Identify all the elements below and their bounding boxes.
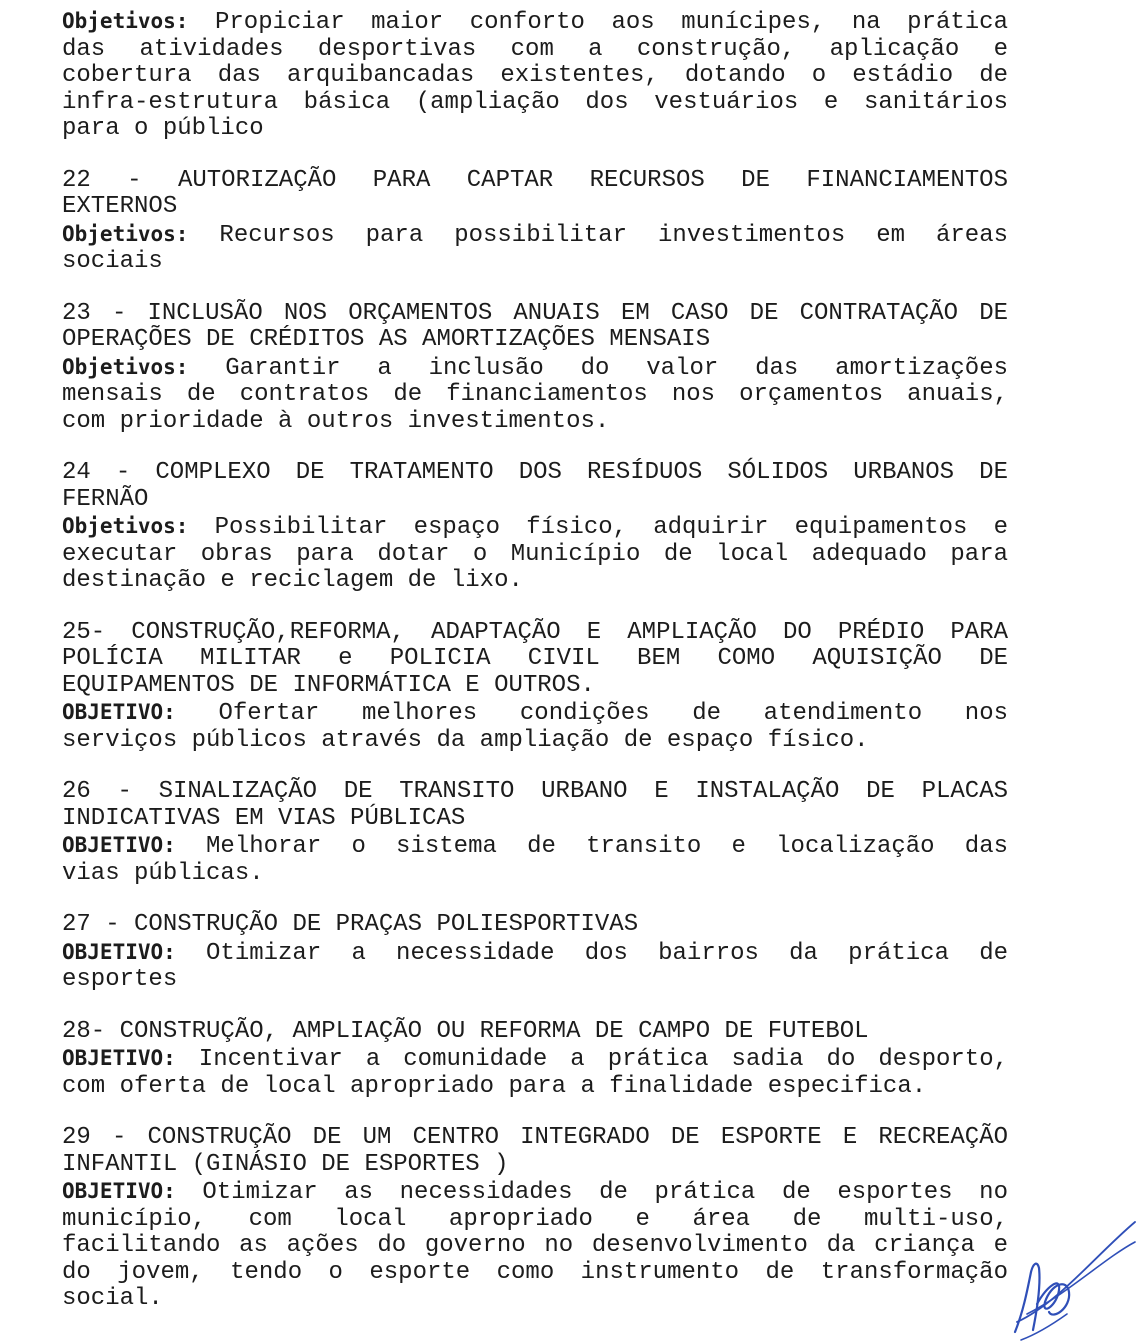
objective-label: OBJETIVO: <box>62 833 176 857</box>
text-line <box>62 779 1008 806</box>
text-line <box>62 1207 1008 1234</box>
line-text: sociais <box>62 248 163 275</box>
line-text: INFANTIL (GINÁSIO DE ESPORTES ) <box>62 1150 509 1178</box>
text-line <box>62 487 1008 514</box>
text-line <box>62 1045 1008 1074</box>
line-text: 28- CONSTRUÇÃO, AMPLIAÇÃO OU REFORMA DE CAMPO DE FUTEBOL <box>62 1017 869 1045</box>
text-line <box>62 1178 1008 1207</box>
text-line <box>62 63 1008 90</box>
line-text: com oferta de local apropriado para a finalidade especifica. <box>62 1072 927 1100</box>
text-line <box>62 382 1008 409</box>
text-line <box>62 620 1008 647</box>
line-text: Melhorar o sistema de transito e localização das <box>175 833 1008 860</box>
text-line <box>62 90 1008 117</box>
line-text: destinação e reciclagem de lixo. <box>62 567 523 594</box>
text-line <box>62 806 1008 833</box>
objective-label: Objetivos: <box>62 9 189 33</box>
line-text: para o público <box>62 115 264 142</box>
objective-label: OBJETIVO: <box>62 700 176 724</box>
line-text: 26 - SINALIZAÇÃO DE TRANSITO URBANO E INSTALAÇÃO DE PLACAS <box>62 778 1008 805</box>
text-line <box>62 1286 1008 1313</box>
line-text: social. <box>62 1285 163 1312</box>
text-line <box>62 699 1008 728</box>
line-text: cobertura das arquibancadas existentes, dotando o estádio de <box>62 62 1008 89</box>
text-line <box>62 1260 1008 1287</box>
text-line <box>62 568 1008 595</box>
text-line <box>62 8 1008 37</box>
line-text: Otimizar as necessidades de prática de esportes no <box>175 1179 1008 1206</box>
text-line <box>62 542 1008 569</box>
document-item <box>62 8 1008 143</box>
line-text: POLÍCIA MILITAR e POLICIA CIVIL BEM COMO AQUISIÇÃO DE <box>62 645 1008 672</box>
text-line <box>62 939 1008 968</box>
line-text: infra-estrutura básica (ampliação dos vestuários e sanitários <box>62 88 1008 116</box>
document-item <box>62 620 1008 755</box>
text-line <box>62 1125 1008 1152</box>
text-line <box>62 168 1008 195</box>
line-text: 27 - CONSTRUÇÃO DE PRAÇAS POLIESPORTIVAS <box>62 911 639 938</box>
line-text: 23 - INCLUSÃO NOS ORÇAMENTOS ANUAIS EM CASO DE CONTRATAÇÃO DE <box>62 299 1008 327</box>
line-text: INDICATIVAS EM VIAS PÚBLICAS <box>62 804 466 832</box>
objective-label: Objetivos: <box>62 221 189 246</box>
signature-mark <box>997 1194 1137 1344</box>
line-text: 22 - AUTORIZAÇÃO PARA CAPTAR RECURSOS DE FINANCIAMENTOS <box>62 166 1008 194</box>
text-line <box>62 221 1008 250</box>
text-line <box>62 912 1008 939</box>
text-line <box>62 1233 1008 1260</box>
line-text: Possibilitar espaço físico, adquirir equipamentos e <box>188 514 1008 541</box>
document-item <box>62 1019 1008 1101</box>
text-line <box>62 327 1008 354</box>
line-text: mensais de contratos de financiamentos nos orçamentos anuais, <box>62 381 1008 408</box>
text-line <box>62 967 1008 994</box>
line-text: Propiciar maior conforto aos munícipes, na prática <box>188 9 1008 36</box>
line-text: vias públicas. <box>62 859 264 887</box>
text-line <box>62 861 1008 888</box>
text-line <box>62 460 1008 487</box>
text-line <box>62 249 1008 276</box>
objective-label: Objetivos: <box>62 514 189 538</box>
text-line <box>62 301 1008 328</box>
text-line <box>62 646 1008 673</box>
text-line <box>62 1019 1008 1046</box>
document-item <box>62 912 1008 994</box>
line-text: executar obras para dotar o Município de local adequado para <box>62 540 1008 568</box>
line-text: FERNÃO <box>62 485 149 513</box>
line-text: município, com local apropriado e área de multi-uso, <box>62 1205 1008 1233</box>
document-item <box>62 460 1008 595</box>
line-text: 29 - CONSTRUÇÃO DE UM CENTRO INTEGRADO DE ESPORTE E RECREAÇÃO <box>62 1124 1008 1151</box>
text-line <box>62 832 1008 861</box>
line-text: Garantir a inclusão do valor das amortizações <box>188 354 1008 382</box>
line-text: 25- CONSTRUÇÃO,REFORMA, ADAPTAÇÃO E AMPLIAÇÃO DO PRÉDIO PARA <box>62 618 1008 646</box>
text-line <box>62 409 1008 436</box>
line-text: Otimizar a necessidade dos bairros da prática de <box>175 939 1008 967</box>
line-text: EQUIPAMENTOS DE INFORMÁTICA E OUTROS. <box>62 671 595 699</box>
document-page <box>62 8 1008 1338</box>
text-line <box>62 354 1008 383</box>
line-text: serviços públicos através da ampliação de espaço físico. <box>62 726 869 754</box>
text-line <box>62 728 1008 755</box>
line-text: OPERAÇÕES DE CRÉDITOS AS AMORTIZAÇÕES MENSAIS <box>62 326 711 353</box>
line-text: 24 - COMPLEXO DE TRATAMENTO DOS RESÍDUOS SÓLIDOS URBANOS DE <box>62 459 1008 486</box>
text-line <box>62 37 1008 64</box>
text-line <box>62 673 1008 700</box>
text-line <box>62 1074 1008 1101</box>
line-text: Incentivar a comunidade a prática sadia do desporto, <box>175 1046 1008 1073</box>
line-text: Ofertar melhores condições de atendimento nos <box>175 700 1008 727</box>
line-text: esportes <box>62 966 178 993</box>
objective-label: OBJETIVO: <box>62 939 176 964</box>
text-line <box>62 513 1008 542</box>
line-text: das atividades desportivas com a construção, aplicação e <box>62 35 1008 63</box>
text-line <box>62 116 1008 143</box>
objective-label: Objetivos: <box>62 354 189 379</box>
objective-label: OBJETIVO: <box>62 1046 176 1070</box>
document-item <box>62 301 1008 436</box>
line-text: facilitando as ações do governo no desenvolvimento da criança e <box>62 1232 1008 1259</box>
objective-label: OBJETIVO: <box>62 1179 176 1203</box>
document-item <box>62 1125 1008 1313</box>
document-item <box>62 779 1008 887</box>
line-text: EXTERNOS <box>62 193 178 220</box>
line-text: do jovem, tendo o esporte como instrumento de transformação <box>62 1258 1008 1286</box>
line-text: Recursos para possibilitar investimentos em áreas <box>188 221 1008 249</box>
document-item <box>62 168 1008 276</box>
text-line <box>62 1152 1008 1179</box>
line-text: com prioridade à outros investimentos. <box>62 407 610 435</box>
text-line <box>62 194 1008 221</box>
